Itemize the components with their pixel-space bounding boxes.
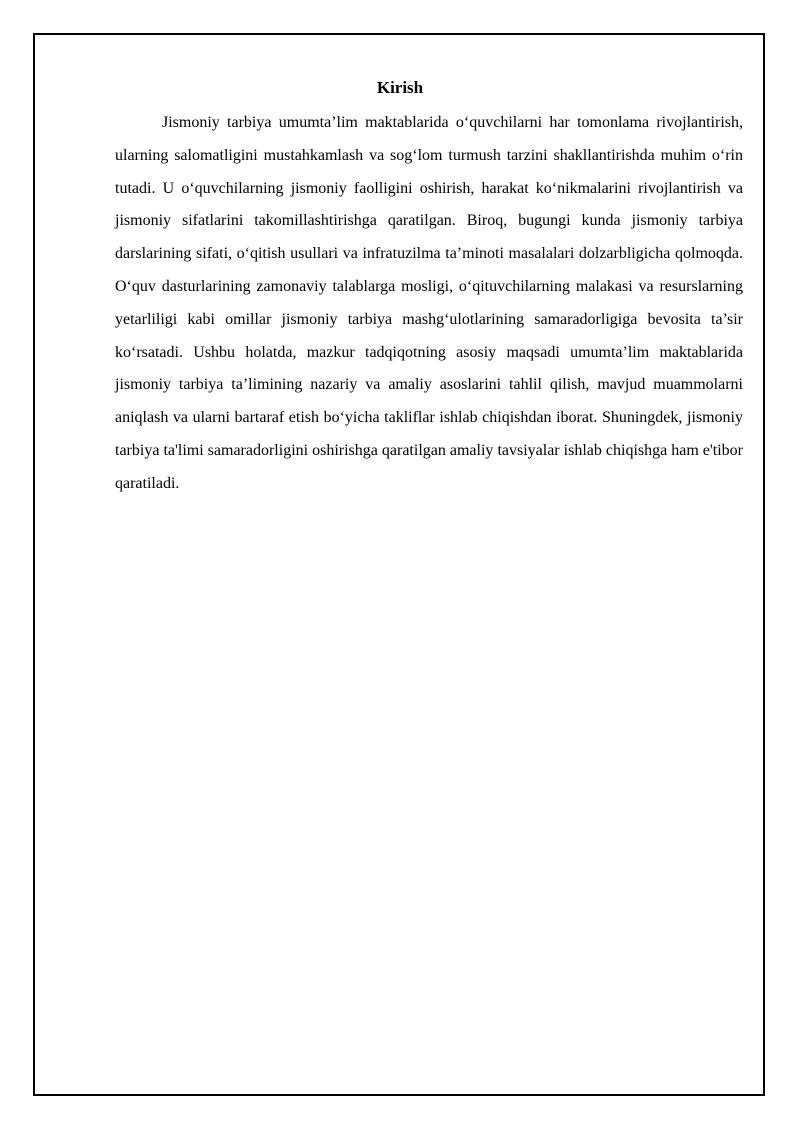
intro-paragraph: Jismoniy tarbiya umumta’lim maktablarida o‘quvchilarni har tomonlama rivojlantirish, ularning salomatligini mustahkamlash va sog‘lom turmush tarzini shakllantirishda muhim o‘rin tutadi. U o‘quvchilarning jismoniy faolligini oshirish, harakat ko‘nikmalarini rivojlantirish va jismoniy sifatlarini takomillashtirishga qaratilgan. Biroq, bugungi kunda jismoniy tarbiya darslarining sifati, o‘qitish usullari va infratuzilma ta’minoti masalalari dolzarbligicha qolmoqda. O‘quv dasturlarining zamonaviy talablarga mosligi, o‘qituvchilarning malakasi va resurslarning yetarliligi kabi omillar jismoniy tarbiya mashg‘ulotlarining samaradorligiga bevosita ta’sir ko‘rsatadi. Ushbu holatda, mazkur tadqiqotning asosiy maqsadi umumta’lim maktablarida jismoniy tarbiya ta’limining nazariy va amaliy asoslarini tahlil qilish, mavjud muammolarni aniqlash va ularni bartaraf etish bo‘yicha takliflar ishlab chiqishdan iborat. Shuningdek, jismoniy tarbiya ta'limi samaradorligini oshirishga qaratilgan amaliy tavsiyalar ishlab chiqishga ham e'tibor qaratiladi.	[115, 114, 743, 492]
page-title: Kirish	[376, 78, 424, 97]
